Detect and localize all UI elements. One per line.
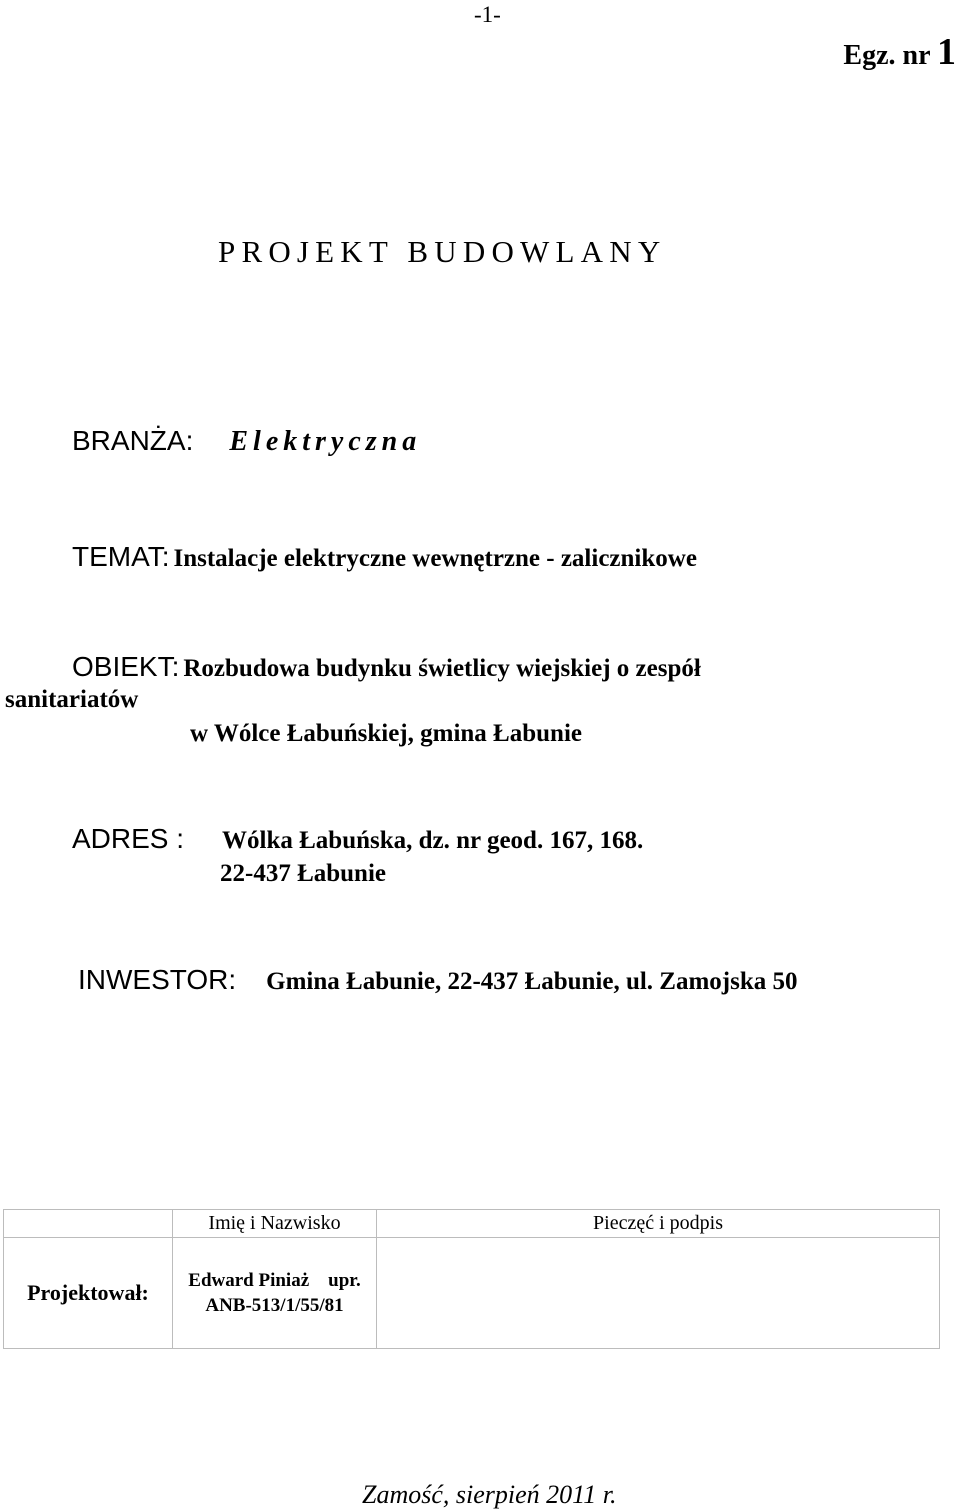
signature-table-row <box>4 1238 940 1349</box>
page-number: -1- <box>474 2 501 27</box>
obiekt-label: OBIEKT: <box>72 651 180 682</box>
copy-label: Egz. nr <box>843 40 937 71</box>
name-header: Imię i Nazwisko <box>173 1210 377 1238</box>
obiekt-row <box>72 651 701 683</box>
copy-number-value: 1 <box>937 31 956 73</box>
signature-table-header-row <box>4 1210 940 1238</box>
stamp-cell <box>377 1238 940 1349</box>
empty-header-cell <box>4 1210 173 1238</box>
obiekt-line-2: sanitariatów <box>5 686 139 713</box>
copy-number <box>843 30 956 74</box>
role-cell: Projektował: <box>4 1238 173 1349</box>
footer-place-date: Zamość, sierpień 2011 r. <box>362 1480 617 1509</box>
temat-label: TEMAT: <box>72 541 170 572</box>
obiekt-line-1: Rozbudowa budynku świetlicy wiejskiej o zespół <box>183 655 701 682</box>
designer-name: Edward Piniaż upr. <box>188 1270 361 1291</box>
adres-row <box>72 823 643 855</box>
stamp-header: Pieczęć i podpis <box>377 1210 940 1238</box>
inwestor-row <box>78 964 798 996</box>
branza-value: Elektryczna <box>229 426 422 457</box>
obiekt-line-3: w Wólce Łabuńskiej, gmina Łabunie <box>190 720 582 747</box>
adres-label: ADRES : <box>72 823 185 854</box>
signature-table <box>3 1209 940 1349</box>
temat-value: Instalacje elektryczne wewnętrzne - zalicznikowe <box>173 545 697 572</box>
inwestor-value: Gmina Łabunie, 22-437 Łabunie, ul. Zamojska 50 <box>266 968 798 995</box>
designer-license: ANB-513/1/55/81 <box>205 1295 344 1316</box>
temat-row <box>72 541 697 573</box>
designer-cell <box>173 1238 377 1349</box>
branza-row <box>72 425 421 458</box>
branza-label: BRANŻA: <box>72 425 194 456</box>
adres-line-2: 22-437 Łabunie <box>220 860 387 887</box>
inwestor-label: INWESTOR: <box>78 964 237 995</box>
document-title: PROJEKT BUDOWLANY <box>218 234 667 269</box>
adres-line-1: Wólka Łabuńska, dz. nr geod. 167, 168. <box>222 827 644 854</box>
